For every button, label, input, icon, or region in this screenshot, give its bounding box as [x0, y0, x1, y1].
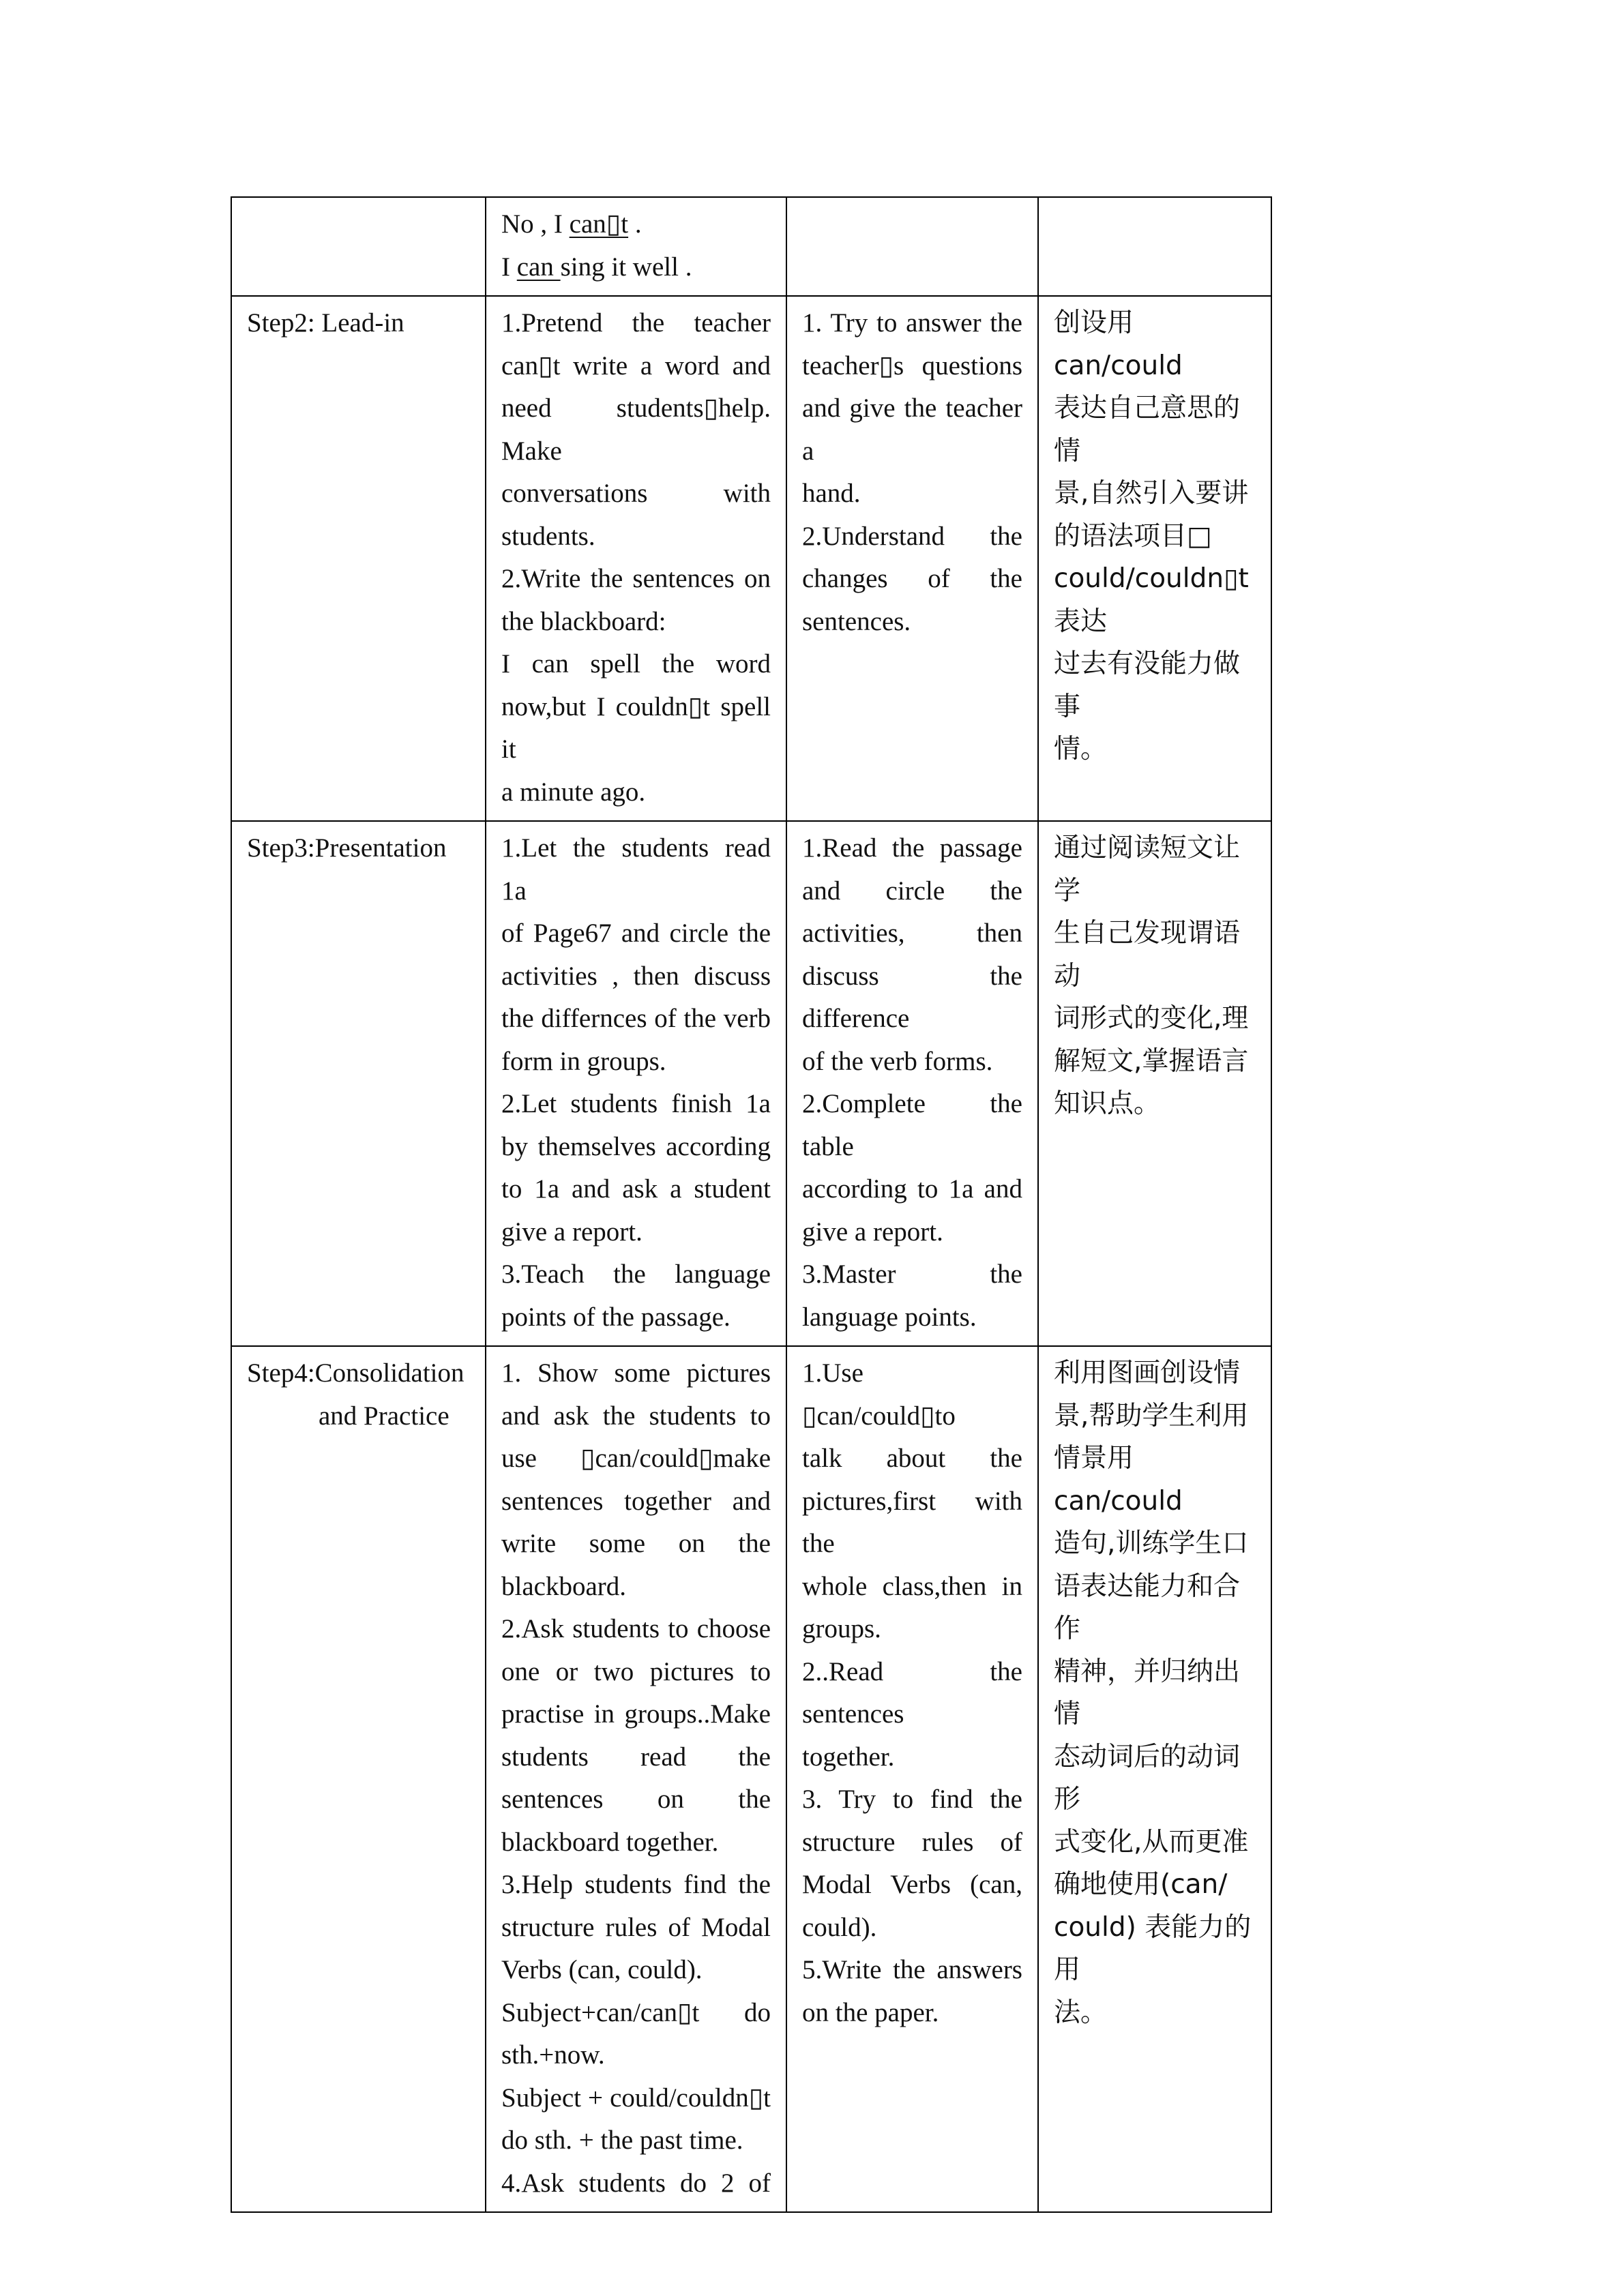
text-line: teacher▯s questions [802, 351, 1022, 381]
text-line: could/couldn▯t 表达 [1054, 563, 1249, 637]
text-line: can▯t write a word and [501, 351, 771, 381]
text-line: form in groups. [501, 1046, 666, 1076]
text-line: 景,帮助学生利用 [1054, 1400, 1249, 1431]
text-line: 知识点。 [1054, 1088, 1161, 1119]
purpose-cell [1038, 296, 1271, 821]
text-line: activities, then [802, 919, 1022, 948]
text-line: 4.Ask students do 2 of [501, 2168, 771, 2198]
table-row [231, 1346, 1271, 2212]
text-line: talk about the [802, 1444, 1022, 1473]
text-line: and give the teacher a [802, 393, 1022, 466]
text-line: students. [501, 521, 595, 551]
text-line: sentences on the [501, 1785, 771, 1814]
teacher-activity-cell [486, 197, 786, 296]
text-line: 的语法项目□ [1054, 520, 1212, 552]
text-line: of the verb forms. [802, 1046, 993, 1076]
step-cell [231, 1346, 486, 2212]
step-label: Step3:Presentation [247, 833, 447, 863]
document-page [231, 196, 1272, 2213]
text-line: discuss the difference [802, 961, 1022, 1033]
text-line: 确地使用(can/ [1054, 1869, 1228, 1900]
text-line: 情。 [1054, 734, 1108, 764]
text-line: 5.Write the answers [802, 1955, 1022, 1984]
text-line: structure rules of Modal [501, 1912, 771, 1942]
text-line [501, 246, 771, 289]
student-activity-cell [786, 1346, 1038, 2212]
text-line: 1.Read the passage [802, 833, 1022, 863]
step-cell [231, 296, 486, 821]
text-line: Subject+can/can▯t do [501, 1997, 771, 2027]
text-line: structure rules of [802, 1827, 1022, 1857]
text-line: Subject + could/couldn▯t [501, 2083, 771, 2113]
text-line: 3. Try to find the [802, 1785, 1022, 1814]
step-cell [231, 197, 486, 296]
step-cell [231, 821, 486, 1346]
text-line: 1.Use ▯can/could▯to [802, 1358, 956, 1431]
underlined-text: can▯t [569, 209, 629, 239]
text-line: the differnces of the verb [501, 1004, 771, 1033]
text-line: to 1a and ask a student [501, 1174, 771, 1204]
text-line: by themselves according [501, 1131, 771, 1161]
text-line: activities , then discuss [501, 961, 771, 991]
step-label: Step4:Consolidation [247, 1358, 464, 1388]
text-line: 1. Try to answer the [802, 308, 1022, 338]
text-line: 词形式的变化,理 [1054, 1003, 1249, 1034]
teacher-activity-cell [486, 296, 786, 821]
table-row [231, 197, 1271, 296]
step-label: Step2: Lead-in [247, 308, 404, 338]
text-line: 2.Let students finish 1a [501, 1089, 771, 1118]
text-line: I can spell the word [501, 649, 771, 679]
text-line: pictures,first with the [802, 1486, 1022, 1558]
text-line: 精神，并归纳出情 [1054, 1656, 1241, 1729]
purpose-cell [1038, 821, 1271, 1346]
text-line: 1.Pretend the teacher [501, 308, 771, 338]
text-line: 2.Complete the table [802, 1089, 1022, 1161]
text-line: now,but I couldn▯t spell it [501, 691, 771, 764]
text-line: 态动词后的动词形 [1054, 1741, 1241, 1815]
text-line: according to 1a and [802, 1174, 1022, 1204]
text-line: Modal Verbs (can, [802, 1870, 1022, 1899]
text-line: blackboard. [501, 1571, 627, 1601]
text-line: conversations with [501, 479, 771, 508]
text-line: points of the passage. [501, 1302, 730, 1332]
text-line: use ▯can/could▯make [501, 1444, 771, 1473]
student-activity-cell [786, 296, 1038, 821]
text-line: 生自己发现谓语动 [1054, 918, 1241, 992]
text-line: give a report. [501, 1217, 643, 1247]
text-line: 过去有没能力做事 [1054, 648, 1241, 722]
text-line: sentences. [802, 606, 911, 636]
text-span: No , I [501, 209, 570, 239]
teacher-activity-cell [486, 821, 786, 1346]
text-line: and circle the [802, 876, 1022, 906]
text-line: the blackboard: [501, 606, 666, 636]
text-line: 2.Ask students to choose [501, 1614, 771, 1643]
text-line: 造句,训练学生口 [1054, 1528, 1249, 1559]
table-row [231, 821, 1271, 1346]
text-line: 3.Master the [802, 1259, 1022, 1289]
purpose-cell [1038, 197, 1271, 296]
step-label: and Practice [319, 1401, 449, 1431]
text-line: write some on the [501, 1529, 771, 1558]
text-line: sentences together and [501, 1486, 771, 1516]
text-line: whole class,then in [802, 1571, 1022, 1601]
purpose-cell [1038, 1346, 1271, 2212]
student-activity-cell [786, 821, 1038, 1346]
text-line: sth.+now. [501, 2040, 605, 2070]
text-line: and ask the students to [501, 1401, 771, 1431]
student-activity-cell [786, 197, 1038, 296]
text-span: I [501, 252, 517, 282]
text-line: 2.Understand the [802, 521, 1022, 551]
text-line: 解短文,掌握语言 [1054, 1045, 1249, 1077]
text-line [501, 203, 771, 246]
text-span: . [628, 209, 642, 239]
text-line: groups. [802, 1614, 881, 1643]
text-line: 情景用 can/could [1054, 1443, 1183, 1517]
text-line: blackboard together. [501, 1827, 719, 1857]
table-row [231, 296, 1271, 821]
teacher-activity-cell [486, 1346, 786, 2212]
text-line: 2.Write the sentences on [501, 564, 771, 593]
text-line: one or two pictures to [501, 1656, 771, 1686]
text-line: a minute ago. [501, 777, 646, 807]
text-line: 法。 [1054, 1997, 1108, 2028]
text-line: 1. Show some pictures [501, 1358, 771, 1388]
text-line: 通过阅读短文让学 [1054, 833, 1241, 906]
text-line: changes of the [802, 564, 1022, 593]
text-line: Verbs (can, could). [501, 1955, 703, 1984]
text-line: give a report. [802, 1217, 943, 1247]
text-span: sing it well . [560, 252, 692, 282]
text-line: 3.Teach the language [501, 1259, 771, 1289]
text-line: 2..Read the sentences [802, 1656, 1022, 1729]
text-line: 3.Help students find the [501, 1870, 771, 1899]
text-line: 景,自然引入要讲 [1054, 478, 1249, 509]
lesson-plan-table [231, 196, 1272, 2213]
text-line: together. [802, 1742, 895, 1772]
text-line: 式变化,从而更准 [1054, 1826, 1249, 1858]
text-line: on the paper. [802, 1997, 939, 2027]
text-line: 创设用 can/could [1054, 308, 1183, 381]
text-line: students read the [501, 1742, 771, 1772]
text-line: could). [802, 1912, 877, 1942]
text-line: 1.Let the students read 1a [501, 833, 771, 906]
text-line: hand. [802, 479, 861, 508]
text-line: 语表达能力和合作 [1054, 1570, 1241, 1644]
text-line: of Page67 and circle the [501, 919, 771, 948]
underlined-text: can [516, 252, 561, 282]
text-line: could) 表能力的用 [1054, 1911, 1252, 1985]
text-line: 表达自己意思的情 [1054, 393, 1241, 466]
text-line: need students▯help. Make [501, 393, 771, 466]
text-line: 利用图画创设情 [1054, 1358, 1241, 1388]
text-line: language points. [802, 1302, 977, 1332]
text-line: do sth. + the past time. [501, 2126, 743, 2155]
text-line: practise in groups..Make [501, 1699, 771, 1729]
